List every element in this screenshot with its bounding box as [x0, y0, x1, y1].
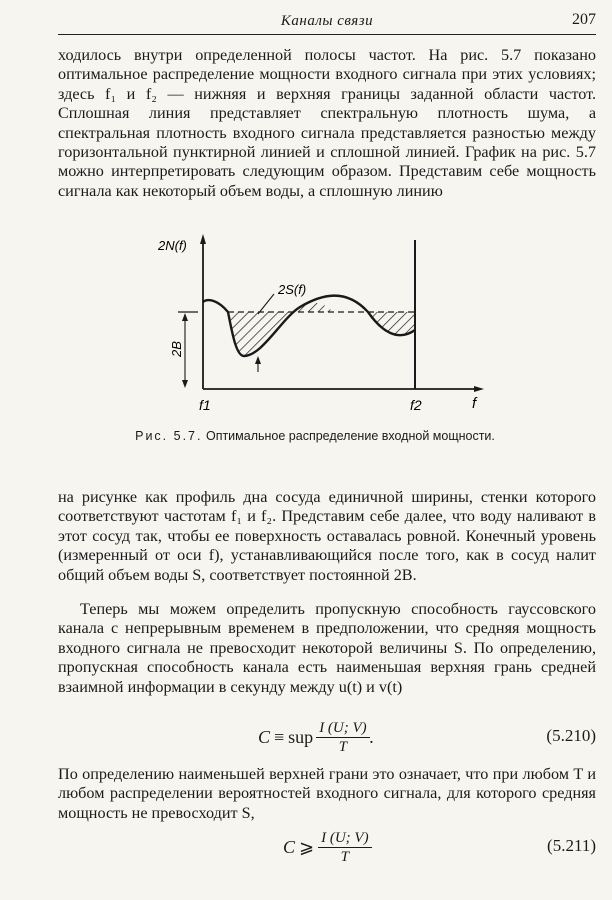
level-dim-arrow-top	[182, 313, 188, 321]
figure-caption	[130, 428, 500, 444]
eq-numerator: I (U; V)	[318, 829, 371, 848]
y-axis-label: 2N(f)	[158, 238, 187, 253]
signal-arrowhead	[255, 356, 261, 364]
caption-text: Оптимальное распределение входной мощности.	[205, 429, 495, 443]
eq-numerator: I (U; V)	[316, 719, 369, 738]
caption-number: Рис. 5.7.	[135, 429, 203, 443]
signal-label: 2S(f)	[278, 282, 307, 297]
running-header	[58, 10, 596, 35]
equation-formula	[258, 715, 374, 759]
equation-5-210	[58, 715, 596, 759]
eq-operator: sup	[288, 726, 314, 747]
figure-5-7	[150, 232, 490, 432]
eq-relation: ≡	[274, 726, 285, 747]
f2-label: f2	[410, 397, 422, 413]
y-axis-arrow	[200, 234, 206, 244]
level-label: 2B	[169, 341, 184, 357]
x-axis-arrow	[474, 386, 484, 392]
eq-lhs: C	[258, 726, 271, 747]
eq-denominator: T	[340, 848, 350, 865]
paragraph-3: Теперь мы можем определить пропускную способность гауссовского канала с непрерывным временем в предположении, что средняя мощность входного сигнала не превосходит некоторой величины S. По определению, пропускная способность канала есть наименьшая верхняя грань средней взаимной информации в секунду между u(t) и v(t)	[58, 600, 596, 696]
paragraph-1: ходилось внутри определенной полосы частот. На рис. 5.7 показано оптимальное распределение мощности входного сигнала при этих условиях; здесь f₁ и f₂ — нижняя и верхняя границы заданной области частот. Сплошная линия представляет спектральную плотность шума, а спектральная плотность входного сигнала представляется разностью между горизонтальной пунктирной линией и сплошной линией. График на рис. 5.7 можно интерпретировать следующим образом. Представим себе мощность сигнала как некоторый объем воды, а сплошную линию	[58, 46, 596, 200]
eq-denominator: T	[338, 738, 348, 755]
hatched-region-2	[368, 312, 415, 335]
signal-leader	[258, 294, 274, 314]
eq-relation: ⩾	[299, 836, 315, 857]
hatched-region-1	[228, 303, 333, 356]
eq-fraction	[316, 719, 369, 756]
eq-fraction	[318, 829, 371, 866]
running-title: Каналы связи	[280, 13, 374, 29]
paragraph-4: По определению наименьшей верхней грани это означает, что при любом T и любом распределении вероятностей входного сигнала, для которого средняя мощность не превосходит S,	[58, 765, 596, 822]
figure-plot	[150, 232, 490, 432]
paragraph-2: на рисунке как профиль дна сосуда единичной ширины, стенки которого соответствуют частотам f₁ и f₂. Представим себе далее, что воду наливают в этот сосуд так, чтобы ее поверхность оставалась ровной. Конечный уровень (измеренный от оси f), устанавливающийся после того, как в сосуд налит общий объем воды S, соответствует постоянной 2B.	[58, 488, 596, 584]
page-number: 207	[572, 11, 596, 28]
equation-number: (5.210)	[546, 726, 596, 745]
equation-5-211	[58, 825, 596, 869]
x-axis-label: f	[472, 395, 477, 412]
eq-trailing: .	[369, 726, 375, 747]
eq-lhs: C	[283, 836, 296, 857]
level-dim-arrow-bottom	[182, 380, 188, 388]
f1-label: f1	[199, 397, 211, 413]
equation-number: (5.211)	[547, 836, 596, 855]
equation-formula	[283, 825, 372, 869]
